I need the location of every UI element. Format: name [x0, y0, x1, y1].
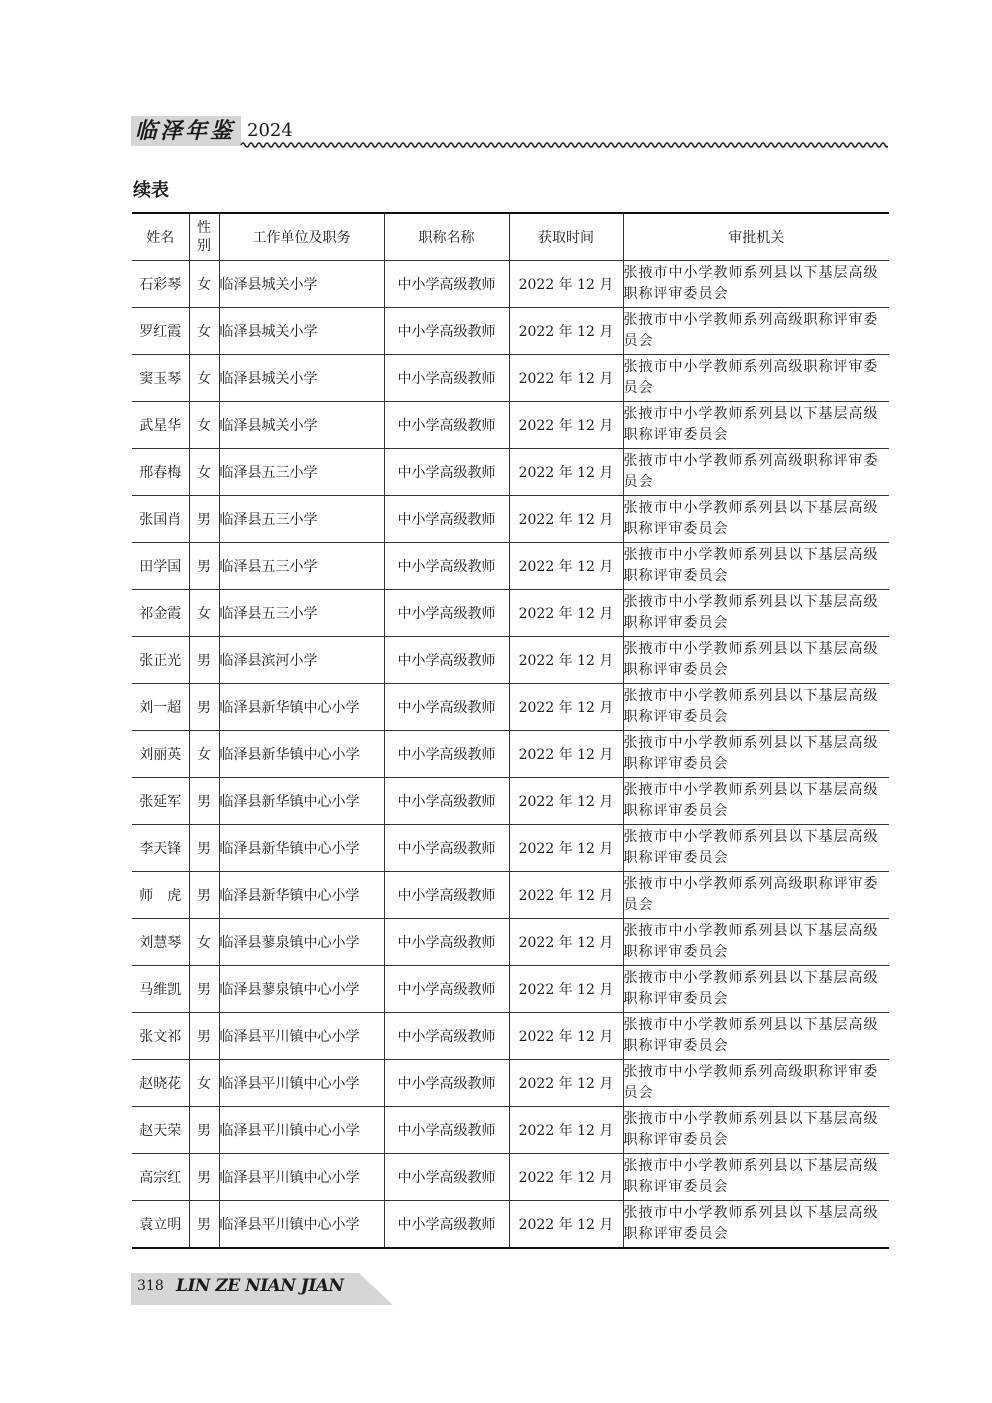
header-sex-line1: 性: [197, 220, 211, 236]
yearbook-year: 2024: [247, 120, 293, 141]
cell-authority: 张掖市中小学教师系列县以下基层高级职称评审委员会: [623, 402, 889, 449]
cell-unit: 临泽县城关小学: [219, 402, 384, 449]
cell-sex: 男: [189, 966, 219, 1013]
table-row: [132, 919, 889, 966]
cell-authority: 张掖市中小学教师系列县以下基层高级职称评审委员会: [623, 684, 889, 731]
cell-sex: 女: [189, 1060, 219, 1107]
table-row: [132, 731, 889, 778]
cell-name: 张延军: [132, 778, 189, 825]
wavy-rule: [131, 140, 888, 150]
cell-unit: 临泽县五三小学: [219, 496, 384, 543]
cell-authority: 张掖市中小学教师系列县以下基层高级职称评审委员会: [623, 1107, 889, 1154]
cell-date: 2022 年 12 月: [509, 684, 623, 731]
cell-date: 2022 年 12 月: [509, 590, 623, 637]
cell-date: 2022 年 12 月: [509, 966, 623, 1013]
cell-name: 田学国: [132, 543, 189, 590]
cell-unit: 临泽县滨河小学: [219, 637, 384, 684]
cell-unit: 临泽县蓼泉镇中心小学: [219, 966, 384, 1013]
cell-authority: 张掖市中小学教师系列县以下基层高级职称评审委员会: [623, 825, 889, 872]
table-row: [132, 261, 889, 308]
cell-title: 中小学高级教师: [384, 778, 509, 825]
cell-date: 2022 年 12 月: [509, 731, 623, 778]
cell-sex: 女: [189, 261, 219, 308]
cell-title: 中小学高级教师: [384, 1013, 509, 1060]
cell-unit: 临泽县城关小学: [219, 308, 384, 355]
cell-title: 中小学高级教师: [384, 496, 509, 543]
cell-name: 高宗红: [132, 1154, 189, 1201]
cell-title: 中小学高级教师: [384, 355, 509, 402]
page-number: 318: [137, 1278, 164, 1294]
cell-sex: 女: [189, 919, 219, 966]
cell-sex: 女: [189, 731, 219, 778]
cell-unit: 临泽县五三小学: [219, 449, 384, 496]
cell-date: 2022 年 12 月: [509, 449, 623, 496]
cell-unit: 临泽县五三小学: [219, 590, 384, 637]
cell-date: 2022 年 12 月: [509, 402, 623, 449]
cell-sex: 男: [189, 778, 219, 825]
cell-unit: 临泽县城关小学: [219, 355, 384, 402]
table-row: [132, 1107, 889, 1154]
table-row: [132, 590, 889, 637]
cell-title: 中小学高级教师: [384, 1107, 509, 1154]
cell-sex: 女: [189, 402, 219, 449]
cell-title: 中小学高级教师: [384, 1154, 509, 1201]
table-row: [132, 1060, 889, 1107]
cell-name: 赵天荣: [132, 1107, 189, 1154]
cell-authority: 张掖市中小学教师系列县以下基层高级职称评审委员会: [623, 1201, 889, 1249]
cell-authority: 张掖市中小学教师系列县以下基层高级职称评审委员会: [623, 919, 889, 966]
table-row: [132, 402, 889, 449]
cell-title: 中小学高级教师: [384, 731, 509, 778]
cell-title: 中小学高级教师: [384, 261, 509, 308]
cell-authority: 张掖市中小学教师系列高级职称评审委员会: [623, 308, 889, 355]
cell-unit: 临泽县平川镇中心小学: [219, 1201, 384, 1249]
cell-name: 张正光: [132, 637, 189, 684]
teacher-title-table: [132, 212, 889, 1249]
cell-title: 中小学高级教师: [384, 402, 509, 449]
cell-sex: 男: [189, 543, 219, 590]
running-footer: [131, 1273, 393, 1305]
cell-authority: 张掖市中小学教师系列县以下基层高级职称评审委员会: [623, 1013, 889, 1060]
cell-sex: 男: [189, 637, 219, 684]
cell-name: 马维凯: [132, 966, 189, 1013]
cell-authority: 张掖市中小学教师系列县以下基层高级职称评审委员会: [623, 496, 889, 543]
cell-name: 祁金霞: [132, 590, 189, 637]
cell-title: 中小学高级教师: [384, 308, 509, 355]
yearbook-romanized-name: LIN ZE NIAN JIAN: [176, 1276, 344, 1296]
cell-name: 武星华: [132, 402, 189, 449]
cell-name: 刘丽英: [132, 731, 189, 778]
section-title: 续表: [133, 180, 169, 201]
cell-date: 2022 年 12 月: [509, 872, 623, 919]
cell-title: 中小学高级教师: [384, 825, 509, 872]
cell-unit: 临泽县新华镇中心小学: [219, 825, 384, 872]
cell-date: 2022 年 12 月: [509, 825, 623, 872]
table-row: [132, 825, 889, 872]
cell-sex: 女: [189, 308, 219, 355]
cell-authority: 张掖市中小学教师系列县以下基层高级职称评审委员会: [623, 731, 889, 778]
cell-sex: 男: [189, 1013, 219, 1060]
cell-date: 2022 年 12 月: [509, 1154, 623, 1201]
cell-unit: 临泽县新华镇中心小学: [219, 684, 384, 731]
cell-date: 2022 年 12 月: [509, 308, 623, 355]
cell-date: 2022 年 12 月: [509, 637, 623, 684]
cell-unit: 临泽县平川镇中心小学: [219, 1154, 384, 1201]
cell-name: 师 虎: [132, 872, 189, 919]
table-row: [132, 543, 889, 590]
header-sex: [189, 213, 219, 261]
cell-unit: 临泽县五三小学: [219, 543, 384, 590]
header-unit: 工作单位及职务: [219, 213, 384, 261]
cell-name: 邢春梅: [132, 449, 189, 496]
cell-title: 中小学高级教师: [384, 872, 509, 919]
cell-unit: 临泽县蓼泉镇中心小学: [219, 919, 384, 966]
cell-sex: 男: [189, 1107, 219, 1154]
table-row: [132, 872, 889, 919]
cell-date: 2022 年 12 月: [509, 1201, 623, 1249]
cell-sex: 男: [189, 684, 219, 731]
cell-date: 2022 年 12 月: [509, 355, 623, 402]
cell-date: 2022 年 12 月: [509, 919, 623, 966]
cell-name: 赵晓花: [132, 1060, 189, 1107]
cell-authority: 张掖市中小学教师系列高级职称评审委员会: [623, 1060, 889, 1107]
cell-sex: 女: [189, 449, 219, 496]
header-title: 职称名称: [384, 213, 509, 261]
cell-authority: 张掖市中小学教师系列县以下基层高级职称评审委员会: [623, 1154, 889, 1201]
header-name: 姓名: [132, 213, 189, 261]
table-row: [132, 449, 889, 496]
table-row: [132, 1154, 889, 1201]
header-authority: 审批机关: [623, 213, 889, 261]
table-header-row: [132, 213, 889, 261]
header-sex-line2: 别: [197, 238, 211, 254]
cell-title: 中小学高级教师: [384, 637, 509, 684]
table-row: [132, 496, 889, 543]
cell-title: 中小学高级教师: [384, 1060, 509, 1107]
cell-name: 罗红霞: [132, 308, 189, 355]
cell-name: 石彩琴: [132, 261, 189, 308]
cell-sex: 男: [189, 1201, 219, 1249]
yearbook-title: 临泽年鉴: [131, 116, 241, 146]
cell-date: 2022 年 12 月: [509, 778, 623, 825]
cell-sex: 男: [189, 496, 219, 543]
cell-sex: 女: [189, 355, 219, 402]
table-row: [132, 308, 889, 355]
cell-unit: 临泽县平川镇中心小学: [219, 1107, 384, 1154]
cell-date: 2022 年 12 月: [509, 1107, 623, 1154]
cell-authority: 张掖市中小学教师系列县以下基层高级职称评审委员会: [623, 778, 889, 825]
table-row: [132, 1201, 889, 1249]
cell-unit: 临泽县新华镇中心小学: [219, 778, 384, 825]
cell-authority: 张掖市中小学教师系列县以下基层高级职称评审委员会: [623, 966, 889, 1013]
cell-title: 中小学高级教师: [384, 590, 509, 637]
cell-authority: 张掖市中小学教师系列县以下基层高级职称评审委员会: [623, 261, 889, 308]
cell-date: 2022 年 12 月: [509, 543, 623, 590]
cell-date: 2022 年 12 月: [509, 496, 623, 543]
cell-name: 刘一超: [132, 684, 189, 731]
cell-title: 中小学高级教师: [384, 1201, 509, 1249]
cell-unit: 临泽县平川镇中心小学: [219, 1013, 384, 1060]
cell-unit: 临泽县新华镇中心小学: [219, 872, 384, 919]
cell-authority: 张掖市中小学教师系列县以下基层高级职称评审委员会: [623, 543, 889, 590]
cell-unit: 临泽县新华镇中心小学: [219, 731, 384, 778]
table-row: [132, 684, 889, 731]
cell-name: 张国肖: [132, 496, 189, 543]
cell-title: 中小学高级教师: [384, 919, 509, 966]
cell-sex: 男: [189, 872, 219, 919]
cell-unit: 临泽县城关小学: [219, 261, 384, 308]
cell-authority: 张掖市中小学教师系列县以下基层高级职称评审委员会: [623, 637, 889, 684]
cell-sex: 男: [189, 825, 219, 872]
table-row: [132, 637, 889, 684]
cell-date: 2022 年 12 月: [509, 261, 623, 308]
table-row: [132, 1013, 889, 1060]
table-row: [132, 778, 889, 825]
cell-name: 张文祁: [132, 1013, 189, 1060]
running-header: [131, 116, 888, 150]
table-row: [132, 355, 889, 402]
cell-date: 2022 年 12 月: [509, 1060, 623, 1107]
cell-name: 李天锋: [132, 825, 189, 872]
cell-unit: 临泽县平川镇中心小学: [219, 1060, 384, 1107]
cell-title: 中小学高级教师: [384, 449, 509, 496]
cell-title: 中小学高级教师: [384, 966, 509, 1013]
cell-authority: 张掖市中小学教师系列高级职称评审委员会: [623, 449, 889, 496]
cell-authority: 张掖市中小学教师系列县以下基层高级职称评审委员会: [623, 590, 889, 637]
cell-authority: 张掖市中小学教师系列高级职称评审委员会: [623, 872, 889, 919]
cell-sex: 男: [189, 1154, 219, 1201]
table-row: [132, 966, 889, 1013]
cell-name: 袁立明: [132, 1201, 189, 1249]
cell-authority: 张掖市中小学教师系列高级职称评审委员会: [623, 355, 889, 402]
cell-title: 中小学高级教师: [384, 684, 509, 731]
cell-sex: 女: [189, 590, 219, 637]
cell-date: 2022 年 12 月: [509, 1013, 623, 1060]
cell-name: 窦玉琴: [132, 355, 189, 402]
cell-title: 中小学高级教师: [384, 543, 509, 590]
cell-name: 刘慧琴: [132, 919, 189, 966]
header-date: 获取时间: [509, 213, 623, 261]
